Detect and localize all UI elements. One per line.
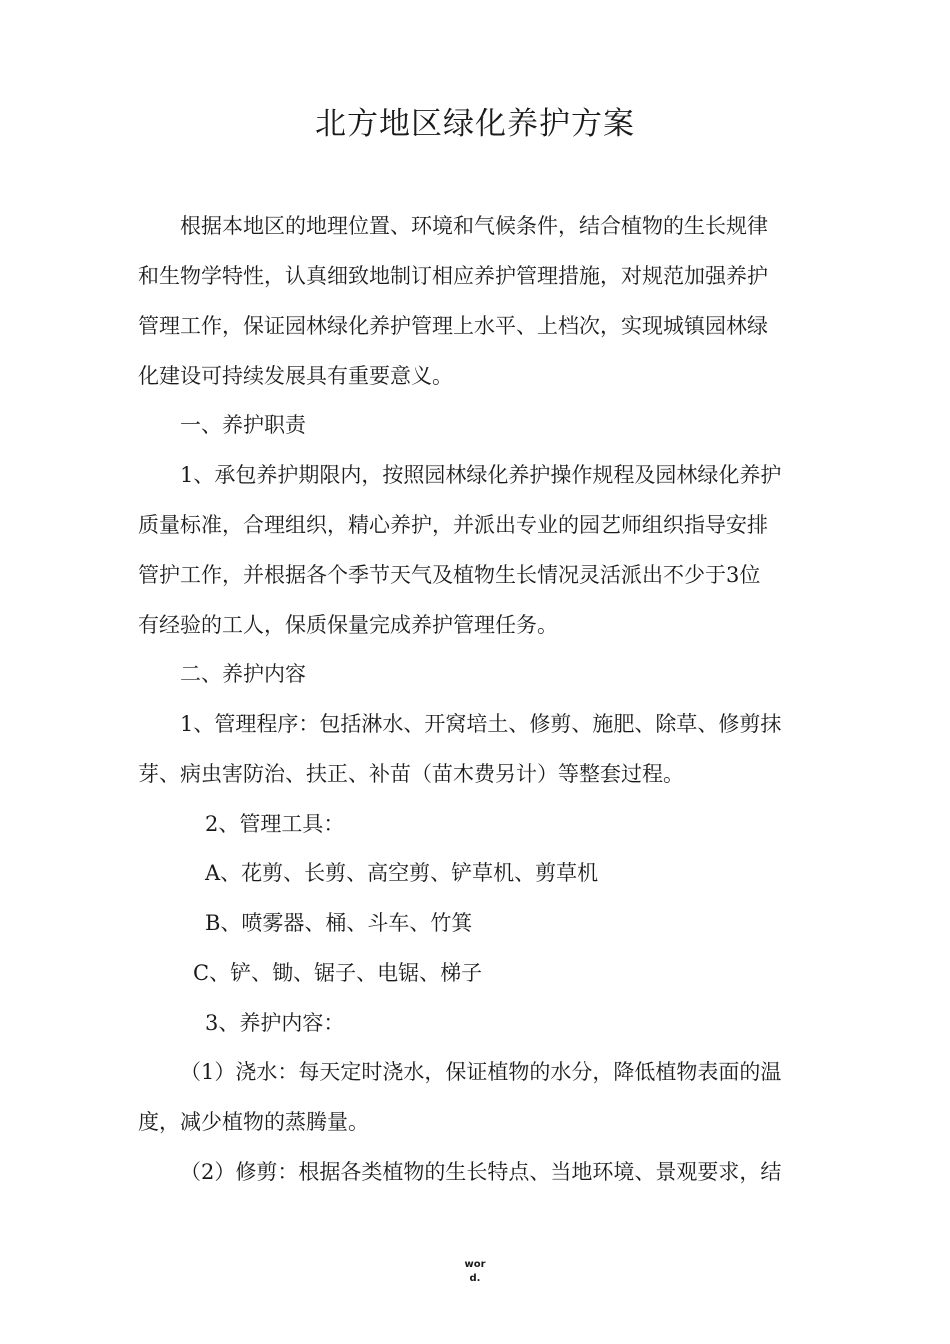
paragraph-line: （2）修剪：根据各类植物的生长特点、当地环境、景观要求，结 [180, 1160, 782, 1184]
paragraph-line: 1、管理程序：包括淋水、开窝培土、修剪、施肥、除草、修剪抹 [180, 712, 782, 736]
footer-text-line: d. [469, 1273, 481, 1284]
list-item: C、铲、锄、锯子、电锯、梯子 [193, 961, 483, 985]
section-heading: 二、养护内容 [180, 662, 306, 686]
paragraph-line: 根据本地区的地理位置、环境和气候条件，结合植物的生长规律 [180, 214, 768, 238]
paragraph-line: 管理工作，保证园林绿化养护管理上水平、上档次，实现城镇园林绿 [138, 314, 768, 338]
paragraph-line: 化建设可持续发展具有重要意义。 [138, 364, 453, 388]
paragraph-line: 度，减少植物的蒸腾量。 [138, 1110, 369, 1134]
paragraph-line: 芽、病虫害防治、扶正、补苗（苗木费另计）等整套过程。 [138, 762, 684, 786]
page-footer [455, 1258, 495, 1286]
paragraph-line: 质量标准，合理组织，精心养护，并派出专业的园艺师组织指导安排 [138, 513, 768, 537]
list-heading: 2、管理工具： [205, 812, 345, 836]
paragraph-line: 1、承包养护期限内，按照园林绿化养护操作规程及园林绿化养护 [180, 463, 782, 487]
footer-text-line: wor [464, 1259, 486, 1270]
paragraph-line: 和生物学特性，认真细致地制订相应养护管理措施，对规范加强养护 [138, 264, 768, 288]
paragraph-line: 有经验的工人，保质保量完成养护管理任务。 [138, 613, 558, 637]
list-item: A、花剪、长剪、高空剪、铲草机、剪草机 [205, 861, 599, 885]
paragraph-line: （1）浇水：每天定时浇水，保证植物的水分，降低植物表面的温 [180, 1060, 782, 1084]
section-heading: 一、养护职责 [180, 413, 306, 437]
list-item: B、喷雾器、桶、斗车、竹箕 [205, 911, 473, 935]
list-heading: 3、养护内容： [205, 1011, 345, 1035]
paragraph-line: 管护工作，并根据各个季节天气及植物生长情况灵活派出不少于3位 [138, 563, 761, 587]
document-title: 北方地区绿化养护方案 [315, 106, 635, 142]
